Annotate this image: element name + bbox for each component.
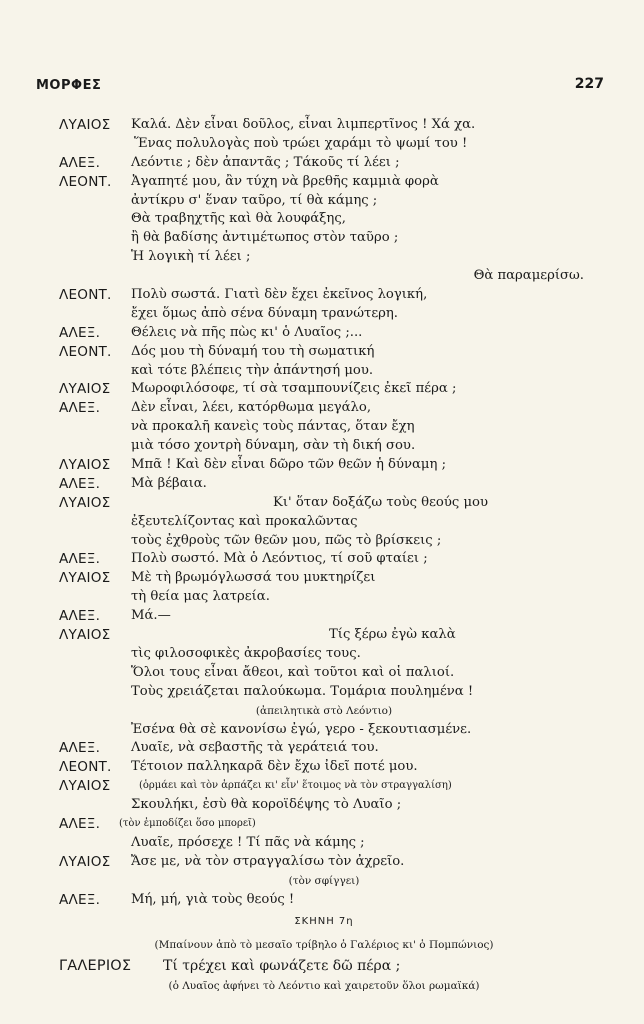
dialogue-line xyxy=(59,607,589,626)
dialogue-line xyxy=(59,645,589,664)
line-text: τὶς φιλοσοφικὲς ἀκροβασίες τους. xyxy=(131,645,361,661)
page-header xyxy=(36,78,608,98)
dialogue-line xyxy=(59,248,589,267)
dialogue-line xyxy=(59,210,589,229)
dialogue-line xyxy=(59,683,589,702)
speaker-name: ΑΛΕΞ. xyxy=(59,608,101,625)
line-text: Πολὺ σωστό. Μὰ ὁ Λεόντιος, τί σοῦ φταίει ; xyxy=(131,551,428,567)
speaker-name: ΑΛΕΞ. xyxy=(59,815,101,832)
dialogue-line xyxy=(59,626,589,645)
dialogue-line xyxy=(59,192,589,211)
dialogue-line xyxy=(59,834,589,853)
speaker-name: ΛΥΑΙΟΣ xyxy=(59,381,111,398)
speaker-name: ΑΛΕΞ. xyxy=(59,154,101,171)
dialogue-line xyxy=(59,286,589,305)
dialogue-line xyxy=(59,494,589,513)
dialogue-line xyxy=(59,777,589,796)
speaker-name: ΛΥΑΙΟΣ xyxy=(59,627,111,644)
line-text: Λυαῖε, πρόσεχε ! Τί πᾶς νὰ κάμης ; xyxy=(131,834,365,850)
stage-direction: (ἀπειλητικὰ στὸ Λεόντιο) xyxy=(255,704,393,717)
dialogue-line xyxy=(59,399,589,418)
line-text: Θέλεις νὰ πῆς πὼς κι' ὁ Λυαῖος ;... xyxy=(131,324,363,340)
line-text: νὰ προκαλῆ κανεὶς τοὺς πάντας, ὅταν ἔχη xyxy=(131,419,415,435)
stage-direction-line xyxy=(59,702,589,721)
dialogue-line xyxy=(59,569,589,588)
line-text: ἀντίκρυ σ' ἕναν ταῦρο, τί θὰ κάμης ; xyxy=(131,192,378,208)
speaker-name: ΛΥΑΙΟΣ xyxy=(59,117,111,133)
line-text: Μά.— xyxy=(131,608,171,624)
line-text: Σκουλήκι, ἐσὺ θὰ κοροϊδέψης τὸ Λυαῖο ; xyxy=(131,797,402,813)
line-text: καὶ τότε βλέπεις τὴν ἀπάντησή μου. xyxy=(131,362,374,378)
speaker-name: ΑΛΕΞ. xyxy=(59,400,101,417)
dialogue-line xyxy=(59,116,589,135)
line-text: ἔχει ὅμως ἀπὸ σένα δύναμη τρανώτερη. xyxy=(131,305,398,321)
line-text: Θὰ παραμερίσω. xyxy=(473,268,584,284)
speaker-name: ΑΛΕΞ. xyxy=(59,740,101,757)
line-text: Ἄσε με, νὰ τὸν στραγγαλίσω τὸν ἀχρεῖο. xyxy=(131,853,405,869)
dialogue-line xyxy=(59,173,589,192)
dialogue-line xyxy=(59,758,589,777)
speaker-name: ΛΥΑΙΟΣ xyxy=(59,570,111,587)
stage-direction: (ὁ Λυαῖος ἀφήνει τὸ Λεόντιο καὶ χαιρετοῦν ὅλοι ρωμαϊκά) xyxy=(168,980,480,993)
line-text: Ἀγαπητέ μου, ἂν τύχη νὰ βρεθῆς καμμιὰ φορὰ xyxy=(131,173,439,189)
speaker-name: ΛΕΟΝΤ. xyxy=(59,343,112,360)
page-number: 227 xyxy=(574,76,604,92)
dialogue-line xyxy=(59,513,589,532)
dialogue-line xyxy=(59,324,589,343)
dialogue-line xyxy=(59,418,589,437)
dialogue-line xyxy=(59,891,589,910)
stage-direction: (τὸν ἐμποδίζει ὅσο μπορεῖ) xyxy=(119,817,256,829)
speaker-name: ΛΕΟΝΤ. xyxy=(59,287,112,304)
dialogue-line xyxy=(59,796,589,815)
line-text: Τίς ξέρω ἐγὼ καλὰ xyxy=(329,627,456,643)
line-text: Πολὺ σωστά. Γιατὶ δὲν ἔχει ἐκεῖνος λογική, xyxy=(131,287,428,303)
line-text: τοὺς ἐχθροὺς τῶν θεῶν μου, πῶς τὸ βρίσκεις ; xyxy=(131,532,442,548)
dialogue-line xyxy=(59,154,589,173)
line-text: Μωροφιλόσοφε, τί σὰ τσαμπουνίζεις ἐκεῖ πέρα ; xyxy=(131,381,457,397)
speaker-name: ΛΥΑΙΟΣ xyxy=(59,853,111,870)
line-text: Λυαῖε, νὰ σεβαστῆς τὰ γεράτειά του. xyxy=(131,740,379,756)
line-text: Δός μου τὴ δύναμή του τὴ σωματική xyxy=(131,343,375,359)
dialogue-line xyxy=(59,955,589,977)
line-text: τὴ θεία μας λατρεία. xyxy=(131,589,270,605)
dialogue-line xyxy=(59,305,589,324)
dialogue-line xyxy=(59,456,589,475)
dialogue-line xyxy=(59,532,589,551)
line-text: Λεόντιε ; δὲν ἀπαντᾶς ; Τάκοῦς τί λέει ; xyxy=(131,154,400,170)
line-text: Κι' ὅταν δοξάζω τοὺς θεούς μου xyxy=(273,494,488,510)
stage-direction: (ὁρμάει καὶ τὸν ἁρπάζει κι' εἶν' ἕτοιμος νὰ τὸν στραγγαλίση) xyxy=(139,780,452,792)
dialogue-line xyxy=(59,135,589,154)
speaker-name: ΛΕΟΝΤ. xyxy=(59,759,112,776)
scene-heading-line xyxy=(59,913,589,932)
dialogue-line xyxy=(59,343,589,362)
dialogue-line xyxy=(59,380,589,399)
play-text xyxy=(59,116,589,996)
speaker-name: ΑΛΕΞ. xyxy=(59,891,101,908)
speaker-name: ΛΕΟΝΤ. xyxy=(59,173,112,190)
dialogue-line xyxy=(59,721,589,740)
dialogue-line xyxy=(59,815,589,834)
line-text: Μὰ βέβαια. xyxy=(131,475,207,491)
scene-heading: ΣΚΗΝΗ 7η xyxy=(294,916,354,928)
speaker-name: ΑΛΕΞ. xyxy=(59,475,101,492)
line-text: Δὲν εἶναι, λέει, κατόρθωμα μεγάλο, xyxy=(131,400,372,416)
stage-direction-line xyxy=(59,872,589,891)
dialogue-line xyxy=(59,664,589,683)
line-text: Μή, μή, γιὰ τοὺς θεούς ! xyxy=(131,891,295,907)
speaker-name: ΑΛΕΞ. xyxy=(59,551,101,568)
dialogue-line xyxy=(59,853,589,872)
line-text: Τοὺς χρειάζεται παλούκωμα. Τομάρια πουλημένα ! xyxy=(131,683,474,699)
speaker-name: ΑΛΕΞ. xyxy=(59,324,101,341)
stage-direction-line xyxy=(59,936,589,955)
line-text: Μὲ τὴ βρωμόγλωσσά του μυκτηρίζει xyxy=(131,570,376,586)
dialogue-line xyxy=(59,362,589,381)
dialogue-line xyxy=(59,267,589,286)
dialogue-line xyxy=(59,437,589,456)
line-text: ἐξευτελίζοντας καὶ προκαλῶντας xyxy=(131,513,358,529)
line-text: Τέτοιον παλληκαρᾶ δὲν ἔχω ἰδεῖ ποτέ μου. xyxy=(131,759,418,775)
line-text: Μπᾶ ! Καὶ δὲν εἶναι δῶρο τῶν θεῶν ἡ δύναμη ; xyxy=(131,457,447,473)
line-text: Καλά. Δὲν εἶναι δοῦλος, εἶναι λιμπερτῖνος ! Χά χα. xyxy=(131,117,476,132)
dialogue-line xyxy=(59,475,589,494)
line-text: ἢ θὰ βαδίσης ἀντιμέτωπος στὸν ταῦρο ; xyxy=(131,230,399,246)
speaker-name: ΛΥΑΙΟΣ xyxy=(59,457,111,474)
line-text: μιὰ τόσο χοντρὴ δύναμη, σὰν τὴ δική σου. xyxy=(131,438,416,454)
line-text: Τί τρέχει καὶ φωνάζετε δῶ πέρα ; xyxy=(163,958,401,975)
line-text: Θὰ τραβηχτῆς καὶ θὰ λουφάξης, xyxy=(131,211,346,227)
running-title: ΜΟΡΦΕΣ xyxy=(36,78,102,93)
dialogue-line xyxy=(59,229,589,248)
dialogue-line xyxy=(59,739,589,758)
stage-direction: (Μπαίνουν ἀπὸ τὸ μεσαῖο τρίβηλο ὁ Γαλέριος κι' ὁ Πομπώνιος) xyxy=(154,939,494,952)
stage-direction: (τὸν σφίγγει) xyxy=(288,874,360,887)
line-text: Ἐσένα θὰ σὲ κανονίσω ἐγώ, γερο - ξεκουτιασμένε. xyxy=(131,721,472,737)
speaker-name: ΛΥΑΙΟΣ xyxy=(59,778,111,795)
dialogue-line xyxy=(59,588,589,607)
speaker-name: ΓΑΛΕΡΙΟΣ xyxy=(59,958,132,975)
line-text: Ἕνας πολυλογὰς ποὺ τρώει χαράμι τὸ ψωμί του ! xyxy=(134,135,468,151)
line-text: Ἡ λογικὴ τί λέει ; xyxy=(131,249,251,265)
line-text: Ὅλοι τους εἶναι ἄθεοι, καὶ τοῦτοι καὶ οἱ παλιοί. xyxy=(131,664,455,680)
speaker-name: ΛΥΑΙΟΣ xyxy=(59,494,111,511)
stage-direction-line xyxy=(59,977,589,996)
dialogue-line xyxy=(59,550,589,569)
